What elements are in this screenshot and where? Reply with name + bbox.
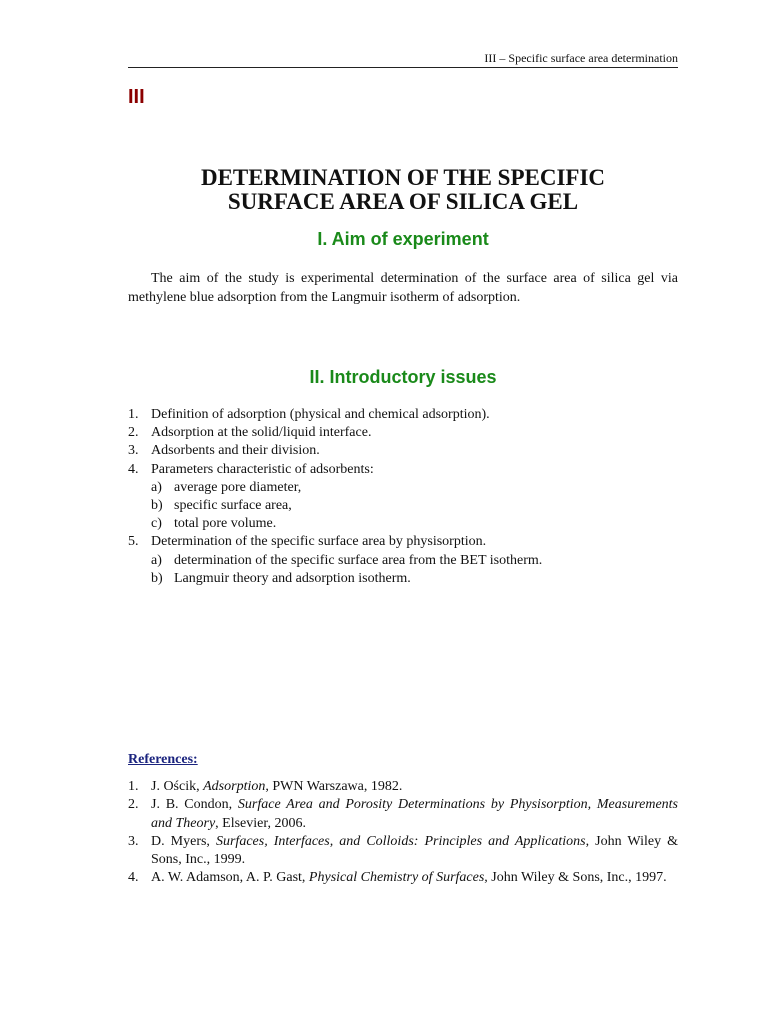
item-number: 1. xyxy=(128,407,139,422)
running-head: III – Specific surface area determination xyxy=(484,51,678,65)
reference-text xyxy=(151,796,678,833)
sub-list-item xyxy=(128,570,678,588)
reference-text xyxy=(151,869,678,887)
item-text: average pore diameter, xyxy=(174,479,302,495)
item-text: determination of the specific surface area from the BET isotherm. xyxy=(174,552,543,568)
reference-publisher: , Elsevier, 2006. xyxy=(215,815,306,831)
item-number: 3. xyxy=(128,443,139,459)
section-heading-introductory: II. Introductory issues xyxy=(309,367,497,387)
reference-authors: D. Myers, xyxy=(151,833,216,849)
reference-title: Surface Area and Porosity Determinations by Physisorption, Measurements and Theory xyxy=(151,797,679,831)
item-text: Parameters characteristic of adsorbents: xyxy=(151,461,374,477)
reference-publisher: , John Wiley & Sons, Inc., 1997. xyxy=(484,870,667,886)
reference-authors: J. Ościk, xyxy=(151,779,204,794)
references-list xyxy=(128,778,678,888)
reference-text xyxy=(151,778,678,796)
reference-text xyxy=(151,833,678,870)
item-text: Langmuir theory and adsorption isotherm. xyxy=(174,570,411,586)
references-heading: References: xyxy=(128,752,198,767)
item-text: specific surface area, xyxy=(174,498,292,514)
item-number: 4. xyxy=(128,461,139,477)
reference-item xyxy=(128,778,678,796)
list-item xyxy=(128,406,678,424)
item-text: Definition of adsorption (physical and chemical adsorption). xyxy=(151,407,490,422)
item-text: total pore volume. xyxy=(174,516,277,532)
reference-number: 1. xyxy=(128,779,139,794)
reference-authors: A. W. Adamson, A. P. Gast, xyxy=(151,870,309,886)
item-text: Determination of the specific surface area by physisorption. xyxy=(151,534,487,550)
list-item xyxy=(128,533,678,551)
sub-list-item xyxy=(128,515,678,533)
chapter-number: III xyxy=(128,86,145,108)
item-letter: a) xyxy=(151,479,162,495)
list-item xyxy=(128,442,678,460)
item-text: Adsorbents and their division. xyxy=(151,443,320,459)
document-title xyxy=(128,166,678,214)
item-number: 2. xyxy=(128,425,139,441)
item-letter: b) xyxy=(151,498,163,514)
sub-list-item xyxy=(128,479,678,497)
item-number: 5. xyxy=(128,534,139,550)
reference-authors: J. B. Condon, xyxy=(151,797,238,813)
introductory-issues-list xyxy=(128,406,678,588)
item-letter: a) xyxy=(151,552,162,568)
item-letter: b) xyxy=(151,570,163,586)
reference-publisher: , PWN Warszawa, 1982. xyxy=(265,779,403,794)
section-heading-aim: I. Aim of experiment xyxy=(317,229,489,249)
reference-title: Adsorption xyxy=(203,779,266,794)
header-rule xyxy=(128,67,678,68)
list-item xyxy=(128,461,678,479)
reference-number: 2. xyxy=(128,797,139,813)
reference-item xyxy=(128,869,678,887)
item-text: Adsorption at the solid/liquid interface. xyxy=(151,425,372,441)
reference-title: Surfaces, Interfaces, and Colloids: Principles and Applications xyxy=(215,833,586,849)
sub-list-item xyxy=(128,552,678,570)
reference-item xyxy=(128,796,678,833)
title-line-1: DETERMINATION OF THE SPECIFIC xyxy=(200,165,606,190)
reference-publisher: , John Wiley & Sons, Inc., 1999. xyxy=(151,833,679,868)
aim-paragraph: The aim of the study is experimental determination of the surface area of silica gel via methylene blue adsorption from the Langmuir isotherm of adsorption. xyxy=(128,271,678,305)
item-letter: c) xyxy=(151,516,162,532)
list-item xyxy=(128,424,678,442)
reference-number: 4. xyxy=(128,870,139,886)
title-line-2: SURFACE AREA OF SILICA GEL xyxy=(227,189,579,214)
sub-list-item xyxy=(128,497,678,515)
reference-item xyxy=(128,833,678,870)
reference-number: 3. xyxy=(128,833,139,849)
reference-title: Physical Chemistry of Surfaces xyxy=(308,870,485,886)
